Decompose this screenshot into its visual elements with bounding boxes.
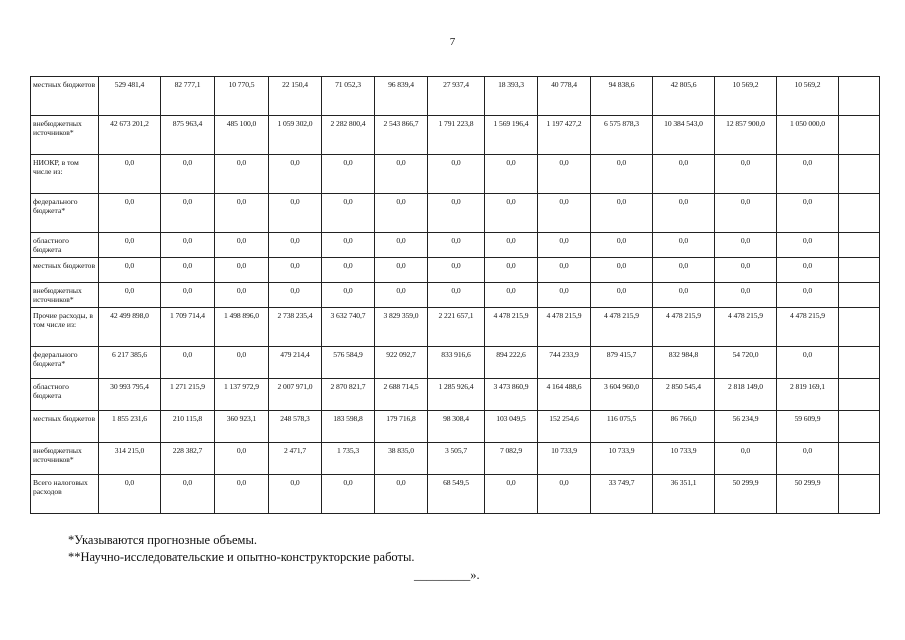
table-cell: 0,0 [269, 194, 322, 233]
table-cell: 3 473 860,9 [485, 379, 538, 411]
table-cell: 0,0 [215, 347, 269, 379]
table-cell: 0,0 [777, 233, 839, 258]
table-cell [839, 116, 880, 155]
table-cell: 2 471,7 [269, 443, 322, 475]
table-cell: 0,0 [538, 475, 591, 514]
table-cell: 68 549,5 [428, 475, 485, 514]
table-cell: 1 050 000,0 [777, 116, 839, 155]
table-cell: 0,0 [777, 194, 839, 233]
table-cell: 18 393,3 [485, 77, 538, 116]
table-cell: 0,0 [215, 475, 269, 514]
table-cell: 0,0 [653, 155, 715, 194]
table-cell [839, 475, 880, 514]
table-cell [839, 155, 880, 194]
table-cell: 12 857 900,0 [715, 116, 777, 155]
table-cell [839, 347, 880, 379]
row-label: местных бюджетов [31, 77, 99, 116]
table-cell: 1 569 196,4 [485, 116, 538, 155]
table-cell: 3 505,7 [428, 443, 485, 475]
table-cell: 4 478 215,9 [653, 308, 715, 347]
table-row [31, 194, 880, 233]
table-cell: 875 963,4 [161, 116, 215, 155]
row-label: Прочие расходы, в том числе из: [31, 308, 99, 347]
table-cell: 2 007 971,0 [269, 379, 322, 411]
table-cell: 0,0 [777, 258, 839, 283]
table-cell: 56 234,9 [715, 411, 777, 443]
table-cell: 1 197 427,2 [538, 116, 591, 155]
table-cell [839, 258, 880, 283]
table-cell: 10 733,9 [653, 443, 715, 475]
table-cell: 2 818 149,0 [715, 379, 777, 411]
table-cell: 0,0 [322, 258, 375, 283]
table-cell: 179 716,8 [375, 411, 428, 443]
table-cell: 50 299,9 [777, 475, 839, 514]
table-cell: 152 254,6 [538, 411, 591, 443]
table-cell [839, 233, 880, 258]
table-cell: 42 805,6 [653, 77, 715, 116]
table-cell: 0,0 [591, 194, 653, 233]
table-cell: 479 214,4 [269, 347, 322, 379]
table-cell: 485 100,0 [215, 116, 269, 155]
table-cell: 0,0 [215, 258, 269, 283]
table-cell: 0,0 [322, 194, 375, 233]
table-cell: 0,0 [322, 233, 375, 258]
table-row [31, 411, 880, 443]
table-cell: 2 850 545,4 [653, 379, 715, 411]
budget-table [30, 76, 880, 514]
table-cell: 59 609,9 [777, 411, 839, 443]
table-row [31, 347, 880, 379]
table-cell [839, 308, 880, 347]
table-cell: 0,0 [375, 475, 428, 514]
table-cell [839, 411, 880, 443]
table-cell: 1 059 302,0 [269, 116, 322, 155]
table-cell: 0,0 [777, 155, 839, 194]
table-cell: 228 382,7 [161, 443, 215, 475]
table-cell: 0,0 [777, 347, 839, 379]
table-cell: 0,0 [653, 258, 715, 283]
table-cell: 38 835,0 [375, 443, 428, 475]
table-cell: 0,0 [375, 283, 428, 308]
page-number: 7 [449, 36, 456, 48]
table-cell: 0,0 [428, 233, 485, 258]
table-cell: 879 415,7 [591, 347, 653, 379]
table-cell: 0,0 [428, 155, 485, 194]
table-cell: 1 735,3 [322, 443, 375, 475]
table-cell: 0,0 [215, 443, 269, 475]
table-cell: 922 092,7 [375, 347, 428, 379]
table-cell: 832 984,8 [653, 347, 715, 379]
table-cell: 0,0 [161, 155, 215, 194]
table-cell: 0,0 [653, 283, 715, 308]
table-cell: 2 282 800,4 [322, 116, 375, 155]
footnote-forecast: *Указываются прогнозные объемы. [68, 533, 257, 547]
table-cell: 6 575 878,3 [591, 116, 653, 155]
table-cell: 4 478 215,9 [538, 308, 591, 347]
table-cell: 248 578,3 [269, 411, 322, 443]
table-cell: 2 819 169,1 [777, 379, 839, 411]
table-cell: 1 791 223,8 [428, 116, 485, 155]
table-cell: 0,0 [715, 194, 777, 233]
table-cell: 3 632 740,7 [322, 308, 375, 347]
table-row [31, 283, 880, 308]
table-cell: 10 384 543,0 [653, 116, 715, 155]
table-cell: 0,0 [538, 258, 591, 283]
table-cell: 0,0 [322, 475, 375, 514]
table-cell: 0,0 [99, 475, 161, 514]
table-cell: 0,0 [777, 283, 839, 308]
table-cell: 2 870 821,7 [322, 379, 375, 411]
table-cell [839, 379, 880, 411]
table-cell: 0,0 [215, 283, 269, 308]
table-cell: 116 075,5 [591, 411, 653, 443]
table-cell: 0,0 [777, 443, 839, 475]
table-cell [839, 283, 880, 308]
table-cell: 40 778,4 [538, 77, 591, 116]
table-cell: 4 478 215,9 [485, 308, 538, 347]
row-label: НИОКР, в том числе из: [31, 155, 99, 194]
table-cell: 6 217 385,6 [99, 347, 161, 379]
table-cell: 0,0 [428, 283, 485, 308]
table-cell: 0,0 [269, 283, 322, 308]
row-label: областного бюджета [31, 379, 99, 411]
table-cell: 0,0 [538, 155, 591, 194]
table-cell: 894 222,6 [485, 347, 538, 379]
table-cell: 98 308,4 [428, 411, 485, 443]
table-cell: 103 049,5 [485, 411, 538, 443]
table-cell: 0,0 [715, 258, 777, 283]
table-cell: 529 481,4 [99, 77, 161, 116]
table-row [31, 475, 880, 514]
table-cell: 0,0 [591, 155, 653, 194]
table-cell: 1 271 215,9 [161, 379, 215, 411]
table-row [31, 443, 880, 475]
table-cell: 86 766,0 [653, 411, 715, 443]
table-cell: 0,0 [322, 283, 375, 308]
table-cell: 0,0 [322, 155, 375, 194]
table-cell: 42 499 898,0 [99, 308, 161, 347]
table-cell: 0,0 [161, 233, 215, 258]
table-cell: 0,0 [715, 283, 777, 308]
footnote-niokr: **Научно-исследовательские и опытно-конструкторские работы. [68, 550, 415, 564]
footnotes [68, 532, 415, 566]
table-cell: 2 688 714,5 [375, 379, 428, 411]
table-cell [839, 194, 880, 233]
table-cell: 0,0 [99, 155, 161, 194]
table-cell: 1 709 714,4 [161, 308, 215, 347]
table-cell: 0,0 [375, 258, 428, 283]
table-cell: 0,0 [485, 283, 538, 308]
table-cell: 0,0 [99, 233, 161, 258]
table-cell: 10 733,9 [538, 443, 591, 475]
table-cell: 0,0 [653, 233, 715, 258]
table-cell: 0,0 [485, 475, 538, 514]
table-cell: 0,0 [485, 194, 538, 233]
table-cell: 0,0 [538, 233, 591, 258]
table-cell: 0,0 [375, 233, 428, 258]
row-label: федерального бюджета* [31, 347, 99, 379]
table-cell: 0,0 [161, 258, 215, 283]
table-cell: 0,0 [215, 155, 269, 194]
table-cell: 1 137 972,9 [215, 379, 269, 411]
table-cell: 0,0 [99, 194, 161, 233]
table-cell: 22 150,4 [269, 77, 322, 116]
closing-mark: _________». [414, 568, 480, 582]
table-cell: 50 299,9 [715, 475, 777, 514]
table-cell: 576 584,9 [322, 347, 375, 379]
table-row [31, 116, 880, 155]
row-label: внебюджетных источников* [31, 443, 99, 475]
table-cell: 4 478 215,9 [777, 308, 839, 347]
table-row [31, 258, 880, 283]
table-cell [839, 77, 880, 116]
table-cell: 54 720,0 [715, 347, 777, 379]
table-cell: 1 855 231,6 [99, 411, 161, 443]
table-cell: 0,0 [161, 347, 215, 379]
table-cell: 82 777,1 [161, 77, 215, 116]
table-cell: 0,0 [161, 475, 215, 514]
table-cell: 71 052,3 [322, 77, 375, 116]
table-cell: 833 916,6 [428, 347, 485, 379]
table-cell: 4 164 488,6 [538, 379, 591, 411]
table-cell: 0,0 [485, 155, 538, 194]
table-cell: 1 498 896,0 [215, 308, 269, 347]
row-label: областного бюджета [31, 233, 99, 258]
table-cell: 10 569,2 [715, 77, 777, 116]
table-cell: 360 923,1 [215, 411, 269, 443]
table-cell: 96 839,4 [375, 77, 428, 116]
table-cell: 0,0 [215, 194, 269, 233]
table-cell: 1 285 926,4 [428, 379, 485, 411]
table-cell: 0,0 [591, 233, 653, 258]
table-cell: 36 351,1 [653, 475, 715, 514]
table-cell: 0,0 [269, 475, 322, 514]
table-cell: 2 738 235,4 [269, 308, 322, 347]
table-cell: 0,0 [591, 283, 653, 308]
table-cell: 10 569,2 [777, 77, 839, 116]
table-cell: 0,0 [428, 194, 485, 233]
table-cell: 3 604 960,0 [591, 379, 653, 411]
table-cell: 0,0 [269, 258, 322, 283]
table-cell: 0,0 [538, 194, 591, 233]
table-row [31, 379, 880, 411]
table-cell: 0,0 [375, 155, 428, 194]
table-cell: 42 673 201,2 [99, 116, 161, 155]
table-cell: 0,0 [715, 233, 777, 258]
table-cell: 0,0 [485, 258, 538, 283]
table-cell: 33 749,7 [591, 475, 653, 514]
table-cell: 4 478 215,9 [591, 308, 653, 347]
table-cell: 0,0 [161, 194, 215, 233]
table-cell: 2 221 657,1 [428, 308, 485, 347]
row-label: внебюджетных источников* [31, 116, 99, 155]
table-row [31, 308, 880, 347]
table-cell: 0,0 [269, 233, 322, 258]
table-cell: 30 993 795,4 [99, 379, 161, 411]
table-row [31, 77, 880, 116]
table-cell: 3 829 359,0 [375, 308, 428, 347]
table-cell: 0,0 [269, 155, 322, 194]
row-label: федерального бюджета* [31, 194, 99, 233]
table-cell: 7 082,9 [485, 443, 538, 475]
table-cell: 2 543 866,7 [375, 116, 428, 155]
table-cell: 0,0 [215, 233, 269, 258]
table-cell: 27 937,4 [428, 77, 485, 116]
table-cell: 10 733,9 [591, 443, 653, 475]
table-cell: 744 233,9 [538, 347, 591, 379]
table-cell: 94 838,6 [591, 77, 653, 116]
table-cell: 0,0 [161, 283, 215, 308]
table-cell: 10 770,5 [215, 77, 269, 116]
table-cell: 0,0 [428, 258, 485, 283]
table-cell: 4 478 215,9 [715, 308, 777, 347]
table-cell: 0,0 [485, 233, 538, 258]
row-label: местных бюджетов [31, 411, 99, 443]
table-cell: 0,0 [99, 283, 161, 308]
table-cell: 0,0 [715, 443, 777, 475]
table-cell [839, 443, 880, 475]
table-cell: 0,0 [715, 155, 777, 194]
row-label: внебюджетных источников* [31, 283, 99, 308]
table-cell: 210 115,8 [161, 411, 215, 443]
table-cell: 0,0 [99, 258, 161, 283]
table-cell: 314 215,0 [99, 443, 161, 475]
row-label: местных бюджетов [31, 258, 99, 283]
row-label: Всего налоговых расходов [31, 475, 99, 514]
table-cell: 0,0 [653, 194, 715, 233]
table-row [31, 155, 880, 194]
table-cell: 183 598,8 [322, 411, 375, 443]
table-cell: 0,0 [591, 258, 653, 283]
table-row [31, 233, 880, 258]
table-cell: 0,0 [538, 283, 591, 308]
table-cell: 0,0 [375, 194, 428, 233]
